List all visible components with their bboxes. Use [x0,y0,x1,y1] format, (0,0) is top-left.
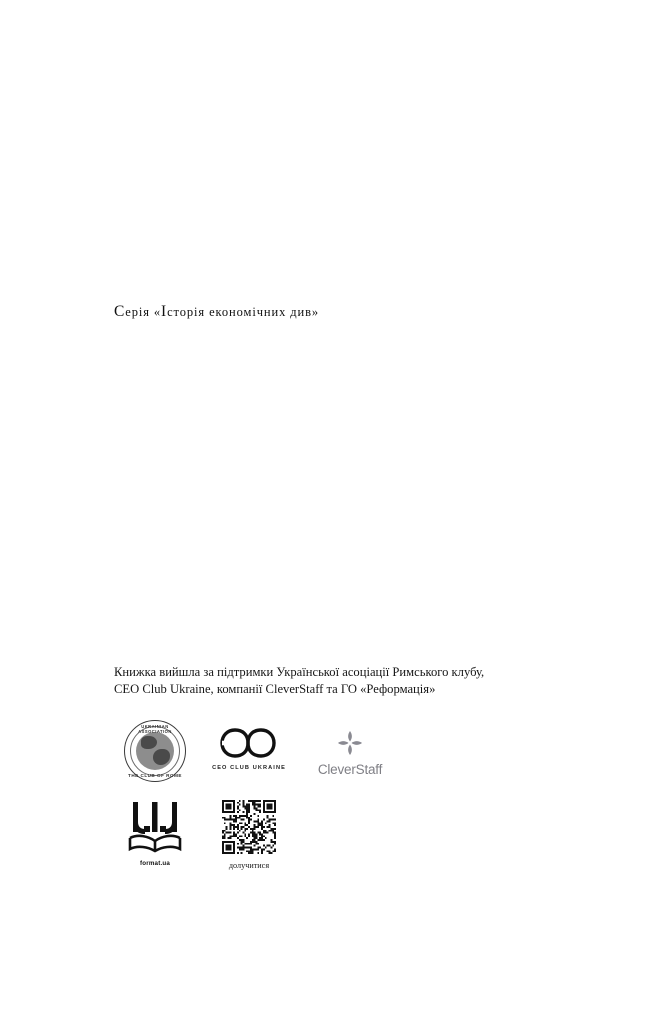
ceo-club-ukraine-logo [206,718,292,771]
series-title [114,303,319,321]
format-ua-logo [112,798,198,867]
qr-code[interactable] [222,800,276,854]
series-title-part-1: ерія « [125,305,162,319]
club-of-rome-bottom-text: THE CLUB OF ROME [128,773,182,778]
qr-code-caption: долучитися [228,861,270,870]
sponsor-logo-row-bottom [112,798,292,870]
ceo-infinity-icon [218,726,280,760]
sponsor-logo-row-top [112,718,398,782]
cleverstaff-logo [302,718,398,777]
globe-icon [136,732,174,770]
trident-book-icon [126,800,184,854]
format-ua-caption: format.ua [140,860,170,867]
support-note-line-2: CEO Club Ukraine, компанії CleverStaff та ГО «Реформація» [114,682,436,696]
series-title-part-2: сторія економічних див» [167,305,320,319]
cleverstaff-caption: CleverStaff [317,762,383,777]
series-title-initial-s: С [114,303,126,320]
ceo-club-ukraine-caption: CEO CLUB UKRAINE [212,765,286,771]
club-of-rome-logo [112,718,198,782]
support-note-line-1: Книжка вийшла за підтримки Української асоціації Римського клубу, [114,665,485,679]
support-note [114,664,544,698]
cleverstaff-icon [337,730,363,756]
club-of-rome-top-text: UKRAINIAN ASSOCIATION [138,723,172,734]
qr-code-canvas[interactable] [222,800,276,854]
qr-code-block[interactable] [206,798,292,870]
club-of-rome-roundel [124,720,186,782]
series-title-initial-i: І [161,303,168,320]
